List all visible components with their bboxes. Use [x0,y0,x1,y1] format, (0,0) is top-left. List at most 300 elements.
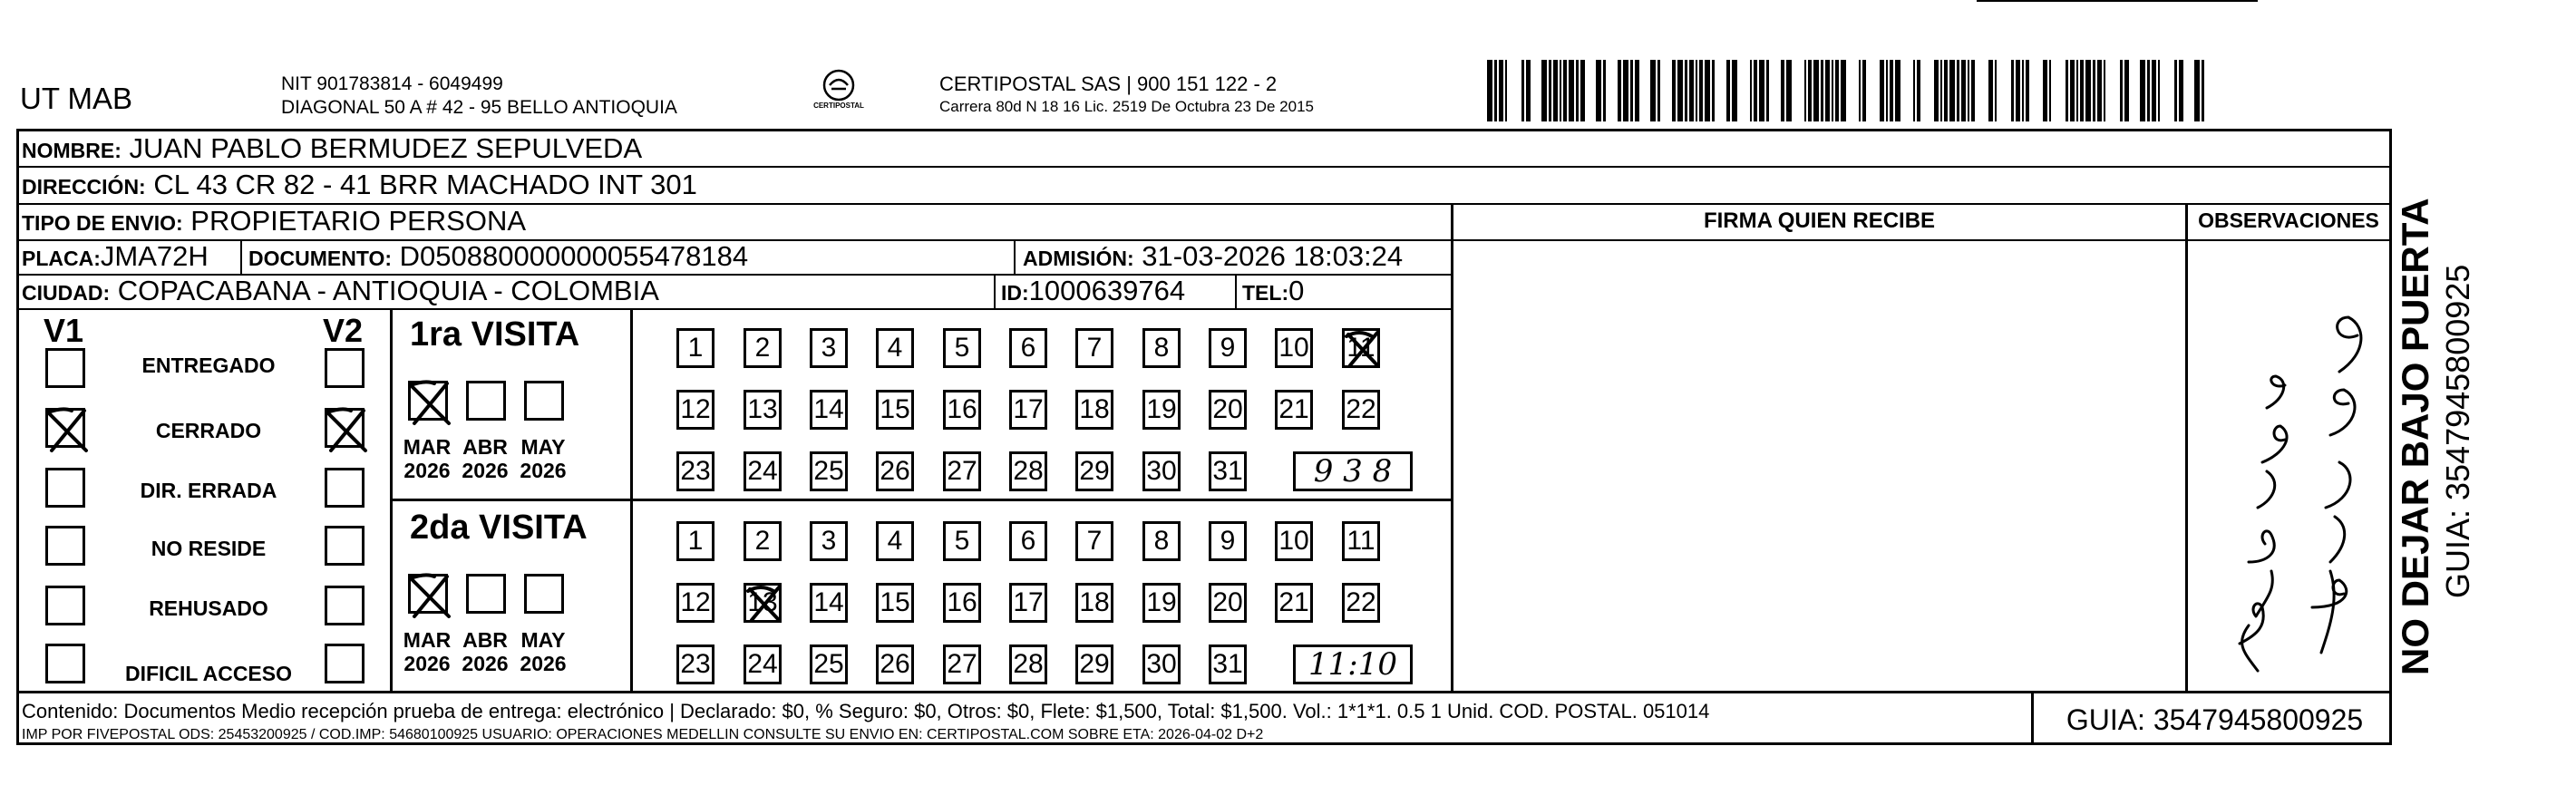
day-number: 10 [1278,333,1309,363]
day-number: 8 [1153,333,1170,363]
admission-field [1023,240,1403,275]
month-name: ABR [462,628,508,652]
day-number: 12 [680,394,711,424]
barcode-bar [1968,60,1969,121]
day-number: 26 [880,649,910,679]
barcode-bar [1499,60,1503,121]
day-box[interactable] [1075,328,1113,368]
month-year: 2026 [520,652,567,675]
scan-edge-line [1977,0,2258,2]
month-checkbox[interactable] [466,381,506,421]
visit-time-box[interactable] [1293,451,1413,491]
barcode-bar [1944,60,1948,121]
barcode-bar [2026,60,2029,121]
day-number: 2 [754,526,771,556]
barcode-bar [2070,60,2075,121]
day-box[interactable] [943,328,981,368]
day-box[interactable] [876,328,914,368]
barcode-bar [1672,60,1676,121]
barcode-bar [2016,60,2020,121]
barcode-bar [2093,60,2095,121]
day-number: 15 [880,587,910,617]
day-number: 5 [954,333,970,363]
barcode-bar [1696,60,1697,121]
barcode-bar [1618,60,1621,121]
day-number: 29 [1079,649,1110,679]
day-box[interactable] [1009,521,1047,561]
barcode-bar [2097,60,2102,121]
day-box[interactable] [810,583,848,623]
barcode-bar [2179,60,2183,121]
side-guia: GUIA: 3547945800925 [2439,264,2476,598]
v2-checkbox[interactable] [325,408,365,448]
month-name: MAY [520,628,566,652]
document-value: D050880000000055478184 [399,240,749,272]
day-number: 4 [887,333,903,363]
day-box[interactable] [1209,521,1247,561]
month-checkbox[interactable] [524,574,564,614]
v2-checkbox[interactable] [325,526,365,566]
day-box[interactable] [1209,390,1247,430]
barcode-bar [1804,60,1806,121]
barcode-bar [2140,60,2145,121]
month-checkbox[interactable] [524,381,564,421]
observations-header: OBSERVACIONES [2198,208,2379,232]
month-label [511,435,575,482]
barcode-bar [1677,60,1683,121]
day-box[interactable] [1142,644,1181,684]
plate-value: JMA72H [100,240,209,272]
day-box[interactable] [943,583,981,623]
barcode [1487,60,2212,123]
day-number: 30 [1146,649,1177,679]
day-box[interactable] [876,583,914,623]
day-box[interactable] [1209,451,1247,491]
visit-title: 1ra VISITA [410,315,580,354]
day-box[interactable] [943,521,981,561]
visit-title: 2da VISITA [410,509,588,547]
v1-checkbox[interactable] [45,408,85,448]
barcode-bar [1732,60,1737,121]
day-number: 24 [747,649,778,679]
day-box[interactable] [1142,451,1181,491]
recipient-address: CL 43 CR 82 - 41 BRR MACHADO INT 301 [153,169,697,200]
day-number: 17 [1013,394,1044,424]
day-box[interactable] [1142,328,1181,368]
month-label [395,435,459,482]
barcode-bar [1580,60,1585,121]
v1-checkbox[interactable] [45,468,85,508]
barcode-bar [1630,60,1633,121]
barcode-bar [1917,60,1920,121]
day-number: 28 [1013,456,1044,486]
day-mark [743,580,786,627]
barcode-bar [1940,60,1942,121]
carrier-name: CERTIPOSTAL SAS | 900 151 122 - 2 [939,73,1278,95]
signature-header: FIRMA QUIEN RECIBE [1703,208,1936,233]
day-number: 14 [813,587,844,617]
day-box[interactable] [1342,521,1380,561]
day-box[interactable] [744,328,782,368]
day-box[interactable] [1075,390,1113,430]
barcode-bar [2085,60,2091,121]
day-box[interactable] [876,390,914,430]
day-number: 13 [747,394,778,424]
day-number: 7 [1086,333,1103,363]
status-label: DIR. ERRADA [140,479,277,502]
barcode-bar [2152,60,2156,121]
barcode-bar [2049,60,2051,121]
v2-checkbox[interactable] [325,586,365,625]
day-number: 6 [1020,333,1036,363]
barcode-bar [1971,60,1975,121]
month-label [511,628,575,675]
day-number: 2 [754,333,771,363]
visit-time: 11:10 [1308,646,1397,683]
day-box[interactable] [744,521,782,561]
barcode-bar [1705,60,1710,121]
city-label: CIUDAD: [22,281,111,305]
month-year: 2026 [403,652,451,675]
day-box[interactable] [1075,451,1113,491]
day-number: 23 [680,456,711,486]
barcode-bar [2066,60,2068,121]
month-checkbox[interactable] [408,574,448,614]
day-box[interactable] [1275,583,1313,623]
barcode-bar [1541,60,1547,121]
barcode-bar [1934,60,1939,121]
month-year: 2026 [462,459,509,482]
barcode-bar [1862,60,1866,121]
visit-time-box[interactable] [1293,644,1413,684]
barcode-bar [2194,60,2200,121]
barcode-bar [1766,60,1769,121]
guia-box: GUIA: 3547945800925 [2066,703,2364,736]
day-box[interactable] [876,644,914,684]
day-number: 29 [1079,456,1110,486]
visit-time: 9 3 8 [1313,453,1393,489]
day-number: 9 [1220,333,1236,363]
day-number: 18 [1079,394,1110,424]
day-box[interactable] [676,328,714,368]
barcode-bar [2158,60,2160,121]
day-number: 5 [954,526,970,556]
day-box[interactable] [810,451,848,491]
day-number: 25 [813,456,844,486]
day-box[interactable] [1342,328,1380,368]
day-number: 9 [1220,526,1236,556]
day-number: 21 [1278,394,1309,424]
barcode-bar [1657,60,1660,121]
barcode-bar [1957,60,1959,121]
day-box[interactable] [1009,644,1047,684]
barcode-bar [1689,60,1694,121]
barcode-bar [1821,60,1823,121]
day-number: 20 [1212,587,1243,617]
day-box[interactable] [1275,390,1313,430]
barcode-bar [1623,60,1628,121]
barcode-bar [1576,60,1579,121]
day-box[interactable] [676,521,714,561]
barcode-bar [1786,60,1792,121]
observations-handwriting [2194,290,2385,680]
day-box[interactable] [1275,521,1313,561]
barcode-bar [1988,60,1993,121]
barcode-bar [1521,60,1524,121]
id-field [1001,275,1185,309]
certipostal-logo [812,67,866,118]
day-box[interactable] [1209,328,1247,368]
barcode-bar [1726,60,1730,121]
day-box[interactable] [1209,583,1247,623]
barcode-bar [1563,60,1567,121]
barcode-bar [1650,60,1656,121]
tel-field [1242,275,1304,309]
barcode-bar [1569,60,1574,121]
day-box[interactable] [676,583,714,623]
month-year: 2026 [462,652,509,675]
barcode-bar [1841,60,1846,121]
barcode-bar [2022,60,2024,121]
v2-checkbox[interactable] [325,644,365,683]
document-label: DOCUMENTO: [248,247,393,270]
day-number: 1 [687,526,704,556]
barcode-bar [1825,60,1830,121]
day-number: 6 [1020,526,1036,556]
side-warning: NO DEJAR BAJO PUERTA [2394,198,2436,675]
day-box[interactable] [1142,583,1181,623]
barcode-bar [1913,60,1915,121]
day-box[interactable] [744,644,782,684]
day-number: 8 [1153,526,1170,556]
day-box[interactable] [676,644,714,684]
month-name: MAY [520,435,566,459]
barcode-bar [1505,60,1507,121]
v1-header: V1 [44,312,84,349]
company-address: DIAGONAL 50 A # 42 - 95 BELLO ANTIOQUIA [281,97,677,118]
day-number: 14 [813,394,844,424]
barcode-bar [1781,60,1784,121]
type-label: TIPO DE ENVIO: [22,211,183,235]
barcode-bar [1699,60,1703,121]
day-box[interactable] [1075,521,1113,561]
day-number: 26 [880,456,910,486]
day-box[interactable] [1009,451,1047,491]
day-number: 23 [680,649,711,679]
day-number: 7 [1086,526,1103,556]
id-label: ID: [1001,281,1029,305]
day-number: 19 [1146,394,1177,424]
day-number: 30 [1146,456,1177,486]
day-box[interactable] [676,451,714,491]
v2-header: V2 [323,312,364,349]
barcode-bar [1886,60,1888,121]
month-checkbox[interactable] [466,574,506,614]
barcode-bar [1549,60,1551,121]
shipment-type: PROPIETARIO PERSONA [190,205,527,237]
day-number: 10 [1278,526,1309,556]
barcode-bar [1808,60,1812,121]
v1-checkbox[interactable] [45,348,85,388]
barcode-bar [1995,60,1997,121]
name-row [22,132,642,167]
tel-label: TEL: [1242,281,1289,305]
day-box[interactable] [744,451,782,491]
day-box[interactable] [1275,328,1313,368]
day-number: 31 [1212,456,1243,486]
city-field [22,275,659,309]
day-number: 24 [747,456,778,486]
barcode-bar [2174,60,2177,121]
tel-value: 0 [1288,275,1305,306]
barcode-bar [2043,60,2047,121]
barcode-bar [1494,60,1497,121]
day-number: 19 [1146,587,1177,617]
day-box[interactable] [1009,328,1047,368]
barcode-bar [1603,60,1606,121]
day-number: 12 [680,587,711,617]
month-name: MAR [403,628,452,652]
document-field [248,240,748,275]
day-box[interactable] [1075,644,1113,684]
barcode-bar [2147,60,2150,121]
day-number: 31 [1212,649,1243,679]
barcode-bar [1635,60,1639,121]
day-number: 11 [1346,333,1375,363]
day-number: 27 [947,649,977,679]
day-box[interactable] [810,328,848,368]
barcode-bar [1832,60,1833,121]
day-number: 21 [1278,587,1309,617]
day-box[interactable] [943,451,981,491]
month-label [395,628,459,675]
day-box[interactable] [744,583,782,623]
admission-value: 31-03-2026 18:03:24 [1142,240,1404,272]
barcode-bar [2124,60,2129,121]
day-number: 17 [1013,587,1044,617]
day-number: 16 [947,394,977,424]
barcode-bar [1890,60,1893,121]
status-label: REHUSADO [149,596,268,620]
v2-checkbox[interactable] [325,348,365,388]
barcode-bar [1880,60,1884,121]
day-box[interactable] [810,390,848,430]
day-box[interactable] [876,451,914,491]
status-label: DIFICIL ACCESO [124,662,292,685]
barcode-bar [2011,60,2014,121]
barcode-bar [1750,60,1752,121]
barcode-bar [2202,60,2204,121]
carrier-license: Carrera 80d N 18 16 Lic. 2519 De Octubra 23 De 2015 [939,98,1314,115]
footer-imp: IMP POR FIVEPOSTAL ODS: 25453200925 / COD.IMP: 54680100925 USUARIO: OPERACIONES MEDELLIN CONSULTE SU ENVIO EN: CERTIPOSTAL.COM SOBRE ETA: 2026-04-02 D+2 [22,727,1264,742]
v1-checkbox[interactable] [45,526,85,566]
status-label: NO RESIDE [151,537,267,560]
month-name: MAR [403,435,452,459]
recipient-name: JUAN PABLO BERMUDEZ SEPULVEDA [129,132,643,164]
admission-label: ADMISIÓN: [1023,247,1134,270]
day-box[interactable] [1075,583,1113,623]
address-row [22,169,697,203]
barcode-bar [2104,60,2105,121]
day-box[interactable] [943,390,981,430]
city-value: COPACABANA - ANTIOQUIA - COLOMBIA [117,275,659,306]
month-label [453,628,517,675]
day-box[interactable] [943,644,981,684]
day-number: 27 [947,456,977,486]
barcode-bar [1685,60,1687,121]
v2-checkbox[interactable] [325,468,365,508]
company-name: UT MAB [20,82,133,115]
footer-content: Contenido: Documentos Medio recepción prueba de entrega: electrónico | Declarado: $0, % Seguro: $0, Otros: $0, Flete: $1,500, Total: $1,500. Vol.: 1*1*1. 0.5 1 Unid. COD. POSTAL. 051014 [22,700,1710,722]
v1-checkbox[interactable] [45,586,85,625]
barcode-bar [1961,60,1966,121]
day-number: 16 [947,587,977,617]
day-number: 3 [821,526,837,556]
day-box[interactable] [1142,390,1181,430]
day-number: 11 [1346,526,1375,556]
barcode-bar [2076,60,2078,121]
logo-text: CERTIPOSTAL [813,102,864,110]
day-number: 1 [687,333,704,363]
day-mark [1341,325,1385,373]
day-number: 18 [1079,587,1110,617]
day-box[interactable] [744,390,782,430]
address-label: DIRECCIÓN: [22,175,146,199]
barcode-bar [2120,60,2123,121]
day-box[interactable] [810,521,848,561]
id-value: 1000639764 [1028,275,1186,306]
barcode-bar [1553,60,1558,121]
v1-checkbox[interactable] [45,644,85,683]
month-label [453,435,517,482]
day-box[interactable] [1009,583,1047,623]
status-label: CERRADO [155,419,262,442]
month-year: 2026 [403,459,451,482]
day-box[interactable] [1342,390,1380,430]
status-label: ENTREGADO [141,354,276,377]
month-year: 2026 [520,459,567,482]
barcode-bar [2080,60,2084,121]
day-box[interactable] [1142,521,1181,561]
day-box[interactable] [810,644,848,684]
day-number: 28 [1013,649,1044,679]
day-box[interactable] [676,390,714,430]
barcode-bar [1596,60,1601,121]
name-label: NOMBRE: [22,139,122,162]
barcode-bar [1754,60,1757,121]
month-name: ABR [462,435,508,459]
barcode-bar [1759,60,1764,121]
barcode-bar [1835,60,1839,121]
barcode-bar [1859,60,1861,121]
day-box[interactable] [876,521,914,561]
barcode-bar [1526,60,1531,121]
day-number: 15 [880,394,910,424]
day-number: 20 [1212,394,1243,424]
day-box[interactable] [1009,390,1047,430]
day-box[interactable] [1209,644,1247,684]
day-number: 13 [747,587,778,617]
plate-label: PLACA: [22,247,101,270]
month-checkbox[interactable] [408,381,448,421]
barcode-bar [1712,60,1715,121]
barcode-bar [1560,60,1561,121]
day-number: 22 [1346,394,1376,424]
day-box[interactable] [1342,583,1380,623]
day-number: 4 [887,526,903,556]
day-number: 25 [813,649,844,679]
barcode-bar [1487,60,1492,121]
